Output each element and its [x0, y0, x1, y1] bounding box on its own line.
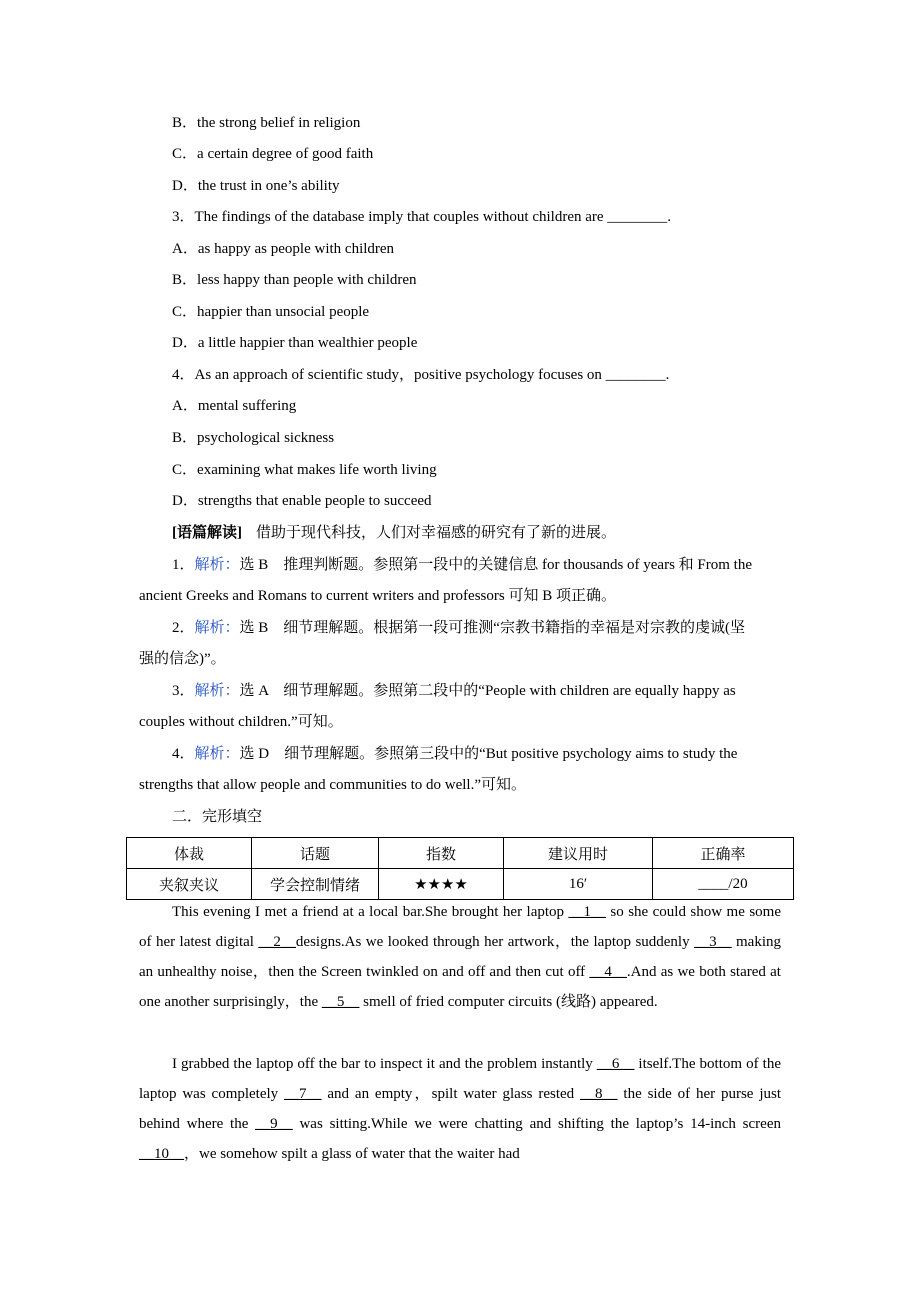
table-header-cell: 体裁: [127, 838, 252, 869]
blank-9[interactable]: __9__: [255, 1116, 293, 1132]
blank-7[interactable]: __7__: [284, 1086, 322, 1102]
passage-paragraph-1: This evening I met a friend at a local bar.She brought her laptop __1__ so she could show me some of her latest digital __2__designs.As we looked through her artwork，the laptop suddenly __3__ making an unhealthy noise，then the Screen twinkled on and off and then cut off __4__.And as we both stared at one another surprisingly，the __5__ smell of fried computer circuits (线路) appeared.: [139, 904, 782, 1010]
blank-6[interactable]: __6__: [596, 1056, 635, 1072]
answer-2-line2: 强的信念)”。: [139, 651, 226, 667]
analysis-tag: 解析：: [194, 746, 240, 762]
option-b-line: B．the strong belief in religion: [172, 115, 361, 131]
answer-1-line2: ancient Greeks and Romans to current writers and professors 可知 B 项正确。: [139, 588, 616, 604]
answer-1-line1: 1．解析：选 B 推理判断题。参照第一段中的关键信息 for thousands of years 和 From the: [172, 557, 753, 573]
answer-4-line1: 4．解析：选 D 细节理解题。参照第三段中的“But positive psychology aims to study the: [172, 746, 738, 762]
question-3-stem: 3．The findings of the database imply that couples without children are ________.: [172, 209, 672, 225]
table-header-cell: 正确率: [653, 838, 794, 869]
blank-4[interactable]: __4__: [589, 964, 627, 980]
question-4-stem: 4．As an approach of scientific study，positive psychology focuses on ________.: [172, 367, 670, 383]
table-cell-topic: 学会控制情绪: [252, 869, 379, 900]
table-header-row: [127, 838, 794, 869]
option-c-line: C．a certain degree of good faith: [172, 146, 374, 162]
answer-3-line2: couples without children.”可知。: [139, 714, 343, 730]
q4-option-a: A．mental suffering: [172, 398, 297, 414]
table-header-cell: 建议用时: [504, 838, 653, 869]
reading-label: [语篇解读]: [172, 525, 242, 541]
blank-10[interactable]: __10__: [139, 1146, 184, 1162]
q3-option-a: A．as happy as people with children: [172, 241, 395, 257]
table-cell-difficulty: ★★★★: [379, 869, 504, 900]
table-cell-genre: 夹叙夹议: [127, 869, 252, 900]
info-table: [126, 837, 794, 900]
analysis-tag: 解析：: [194, 557, 240, 573]
blank-3[interactable]: __3__: [694, 934, 732, 950]
answer-3-line1: 3．解析：选 A 细节理解题。参照第二段中的“People with children are equally happy as: [172, 683, 736, 699]
q4-option-d: D．strengths that enable people to succeed: [172, 493, 432, 509]
table-cell-accuracy: ____/20: [653, 869, 794, 900]
blank-2[interactable]: __2__: [258, 934, 296, 950]
option-d-line: D．the trust in one’s ability: [172, 178, 340, 194]
q3-option-d: D．a little happier than wealthier people: [172, 335, 418, 351]
blank-1[interactable]: __1__: [568, 904, 606, 920]
table-row: [127, 869, 794, 900]
blank-5[interactable]: __5__: [321, 994, 360, 1010]
q3-option-b: B．less happy than people with children: [172, 272, 417, 288]
answer-2-line1: 2．解析：选 B 细节理解题。根据第一段可推测“宗教书籍指的幸福是对宗教的虔诚(坚: [172, 620, 745, 636]
table-cell-time: 16′: [504, 869, 653, 900]
analysis-tag: 解析：: [194, 683, 240, 699]
reading-summary: [172, 523, 616, 543]
passage-paragraph-2: I grabbed the laptop off the bar to inspect it and the problem instantly __6__ itself.The bottom of the laptop was completely __7__ and an empty，spilt water glass rested __8__ the side of her purse just behind where the __9__ was sitting.While we were chatting and shifting the laptop’s 14-inch screen __10__，we somehow spilt a glass of water that the waiter had: [139, 1056, 782, 1162]
table-header-cell: 指数: [379, 838, 504, 869]
section-title: 二．完形填空: [172, 809, 263, 825]
analysis-tag: 解析：: [194, 620, 240, 636]
q4-option-c: C．examining what makes life worth living: [172, 462, 437, 478]
q4-option-b: B．psychological sickness: [172, 430, 335, 446]
table-header-cell: 话题: [252, 838, 379, 869]
blank-8[interactable]: __8__: [580, 1086, 618, 1102]
reading-text: 借助于现代科技，人们对幸福感的研究有了新的进展。: [256, 525, 617, 541]
answer-4-line2: strengths that allow people and communities to do well.”可知。: [139, 777, 527, 793]
q3-option-c: C．happier than unsocial people: [172, 304, 370, 320]
